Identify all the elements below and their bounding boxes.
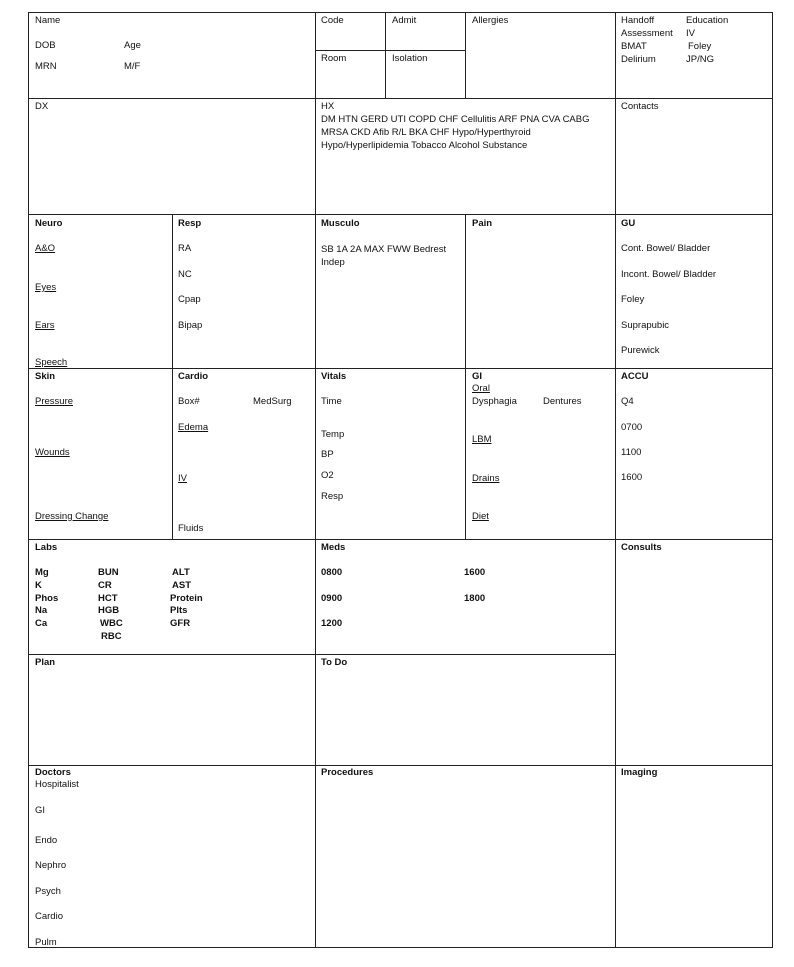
todo-title: To Do bbox=[321, 657, 348, 668]
admit-label: Admit bbox=[392, 15, 417, 26]
contacts-label: Contacts bbox=[621, 101, 659, 112]
lab-na: Na bbox=[35, 605, 48, 616]
mrn-label: MRN bbox=[35, 61, 57, 72]
handoff-label: Handoff bbox=[621, 15, 655, 26]
skin-pressure: Pressure bbox=[35, 396, 74, 407]
vitals-time: Time bbox=[321, 396, 342, 407]
imaging-box bbox=[615, 765, 773, 948]
hx-list-line-3: Hypo/Hyperlipidemia Tobacco Alcohol Substance bbox=[321, 140, 528, 151]
hx-list-line-2: MRSA CKD Afib R/L BKA CHF Hypo/Hyperthyroid bbox=[321, 127, 531, 138]
gu-title: GU bbox=[621, 218, 636, 229]
vitals-o2: O2 bbox=[321, 470, 334, 481]
cardio-edema: Edema bbox=[178, 422, 209, 433]
lab-mg: Mg bbox=[35, 567, 49, 578]
doctor-endo: Endo bbox=[35, 835, 58, 846]
neuro-eyes: Eyes bbox=[35, 282, 57, 293]
code-label: Code bbox=[321, 15, 344, 26]
dx-label: DX bbox=[35, 101, 49, 112]
neuro-ao: A&O bbox=[35, 243, 56, 254]
skin-title: Skin bbox=[35, 371, 56, 382]
bmat-label: BMAT bbox=[621, 41, 647, 52]
delirium-label: Delirium bbox=[621, 54, 656, 65]
plan-box bbox=[28, 654, 316, 766]
lab-phos: Phos bbox=[35, 593, 59, 604]
accu-q4: Q4 bbox=[621, 396, 634, 407]
dob-label: DOB bbox=[35, 40, 56, 51]
plan-title: Plan bbox=[35, 657, 56, 668]
doctor-psych: Psych bbox=[35, 886, 61, 897]
resp-title: Resp bbox=[178, 218, 202, 229]
lab-rbc: RBC bbox=[101, 631, 122, 642]
education-label: Education bbox=[686, 15, 729, 26]
cardio-title: Cardio bbox=[178, 371, 209, 382]
accu-1100: 1100 bbox=[621, 447, 642, 458]
lab-k: K bbox=[35, 580, 42, 591]
accu-1600: 1600 bbox=[621, 472, 643, 483]
dx-box bbox=[28, 98, 316, 215]
lab-alt: ALT bbox=[172, 567, 190, 578]
vitals-box bbox=[315, 368, 466, 540]
patient-id-box bbox=[28, 12, 316, 99]
gi-drains: Drains bbox=[472, 473, 500, 484]
allergies-label: Allergies bbox=[472, 15, 509, 26]
cardio-box-number: Box# bbox=[178, 396, 200, 407]
consults-box bbox=[615, 539, 773, 766]
procedures-box bbox=[315, 765, 616, 948]
meds-0800: 0800 bbox=[321, 567, 343, 578]
neuro-ears: Ears bbox=[35, 320, 55, 331]
skin-wounds: Wounds bbox=[35, 447, 70, 458]
pain-box bbox=[465, 214, 616, 369]
cardio-box bbox=[172, 368, 316, 540]
doctors-title: Doctors bbox=[35, 767, 71, 778]
musculo-options: SB 1A 2A MAX FWW Bedrest Indep bbox=[321, 244, 447, 268]
accu-title: ACCU bbox=[621, 371, 649, 382]
gu-suprapubic: Suprapubic bbox=[621, 320, 670, 331]
consults-title: Consults bbox=[621, 542, 662, 553]
lab-cr: CR bbox=[98, 580, 112, 591]
todo-box bbox=[315, 654, 616, 766]
sex-label: M/F bbox=[124, 61, 141, 72]
foley-label: Foley bbox=[688, 41, 712, 52]
meds-title: Meds bbox=[321, 542, 346, 553]
gi-lbm: LBM bbox=[472, 434, 492, 445]
assessment-label: Assessment bbox=[621, 28, 673, 39]
resp-bipap: Bipap bbox=[178, 320, 203, 331]
neuro-title: Neuro bbox=[35, 218, 63, 229]
imaging-title: Imaging bbox=[621, 767, 658, 778]
gi-dentures: Dentures bbox=[543, 396, 582, 407]
doctor-hospitalist: Hospitalist bbox=[35, 779, 79, 790]
hx-list-line-1: DM HTN GERD UTI COPD CHF Cellulitis ARF PNA CVA CABG bbox=[321, 114, 590, 125]
gu-cont: Cont. Bowel/ Bladder bbox=[621, 243, 711, 254]
lab-wbc: WBC bbox=[100, 618, 123, 629]
lab-plts: Plts bbox=[170, 605, 188, 616]
resp-box bbox=[172, 214, 316, 369]
meds-1200: 1200 bbox=[321, 618, 343, 629]
name-label: Name bbox=[35, 15, 61, 26]
lab-hct: HCT bbox=[98, 593, 118, 604]
procedures-title: Procedures bbox=[321, 767, 374, 778]
gu-incont: Incont. Bowel/ Bladder bbox=[621, 269, 717, 280]
lab-ast: AST bbox=[172, 580, 191, 591]
lab-protein: Protein bbox=[170, 593, 203, 604]
gi-dysphagia: Dysphagia bbox=[472, 396, 517, 407]
age-label: Age bbox=[124, 40, 141, 51]
labs-title: Labs bbox=[35, 542, 58, 553]
doctor-nephro: Nephro bbox=[35, 860, 67, 871]
meds-1800: 1800 bbox=[464, 593, 486, 604]
doctor-pulm: Pulm bbox=[35, 937, 57, 948]
pain-title: Pain bbox=[472, 218, 493, 229]
lab-bun: BUN bbox=[98, 567, 119, 578]
lab-hgb: HGB bbox=[98, 605, 120, 616]
resp-nc: NC bbox=[178, 269, 192, 280]
jpng-label: JP/NG bbox=[686, 54, 714, 65]
doctor-cardio: Cardio bbox=[35, 911, 63, 922]
iv-label: IV bbox=[686, 28, 695, 39]
vitals-temp: Temp bbox=[321, 429, 345, 440]
vitals-title: Vitals bbox=[321, 371, 347, 382]
gu-foley: Foley bbox=[621, 294, 645, 305]
vitals-bp: BP bbox=[321, 449, 334, 460]
gi-oral: Oral bbox=[472, 383, 490, 394]
gi-diet: Diet bbox=[472, 511, 489, 522]
cardio-iv: IV bbox=[178, 473, 187, 484]
skin-dressing-change: Dressing Change bbox=[35, 511, 109, 522]
accu-0700: 0700 bbox=[621, 422, 643, 433]
hx-label: HX bbox=[321, 101, 335, 112]
lab-ca: Ca bbox=[35, 618, 48, 629]
gu-purewick: Purewick bbox=[621, 345, 660, 356]
isolation-label: Isolation bbox=[392, 53, 428, 64]
neuro-speech: Speech bbox=[35, 357, 68, 368]
contacts-box bbox=[615, 98, 773, 215]
meds-1600: 1600 bbox=[464, 567, 486, 578]
resp-cpap: Cpap bbox=[178, 294, 201, 305]
gi-title: GI bbox=[472, 371, 483, 382]
meds-0900: 0900 bbox=[321, 593, 343, 604]
cardio-fluids: Fluids bbox=[178, 523, 204, 534]
cardio-medsurg: MedSurg bbox=[253, 396, 292, 407]
doctor-gi: GI bbox=[35, 805, 46, 816]
musculo-box bbox=[315, 214, 466, 369]
doctors-box bbox=[28, 765, 316, 948]
lab-gfr: GFR bbox=[170, 618, 191, 629]
vitals-resp: Resp bbox=[321, 491, 344, 502]
room-label: Room bbox=[321, 53, 347, 64]
musculo-title: Musculo bbox=[321, 218, 360, 229]
resp-ra: RA bbox=[178, 243, 192, 254]
